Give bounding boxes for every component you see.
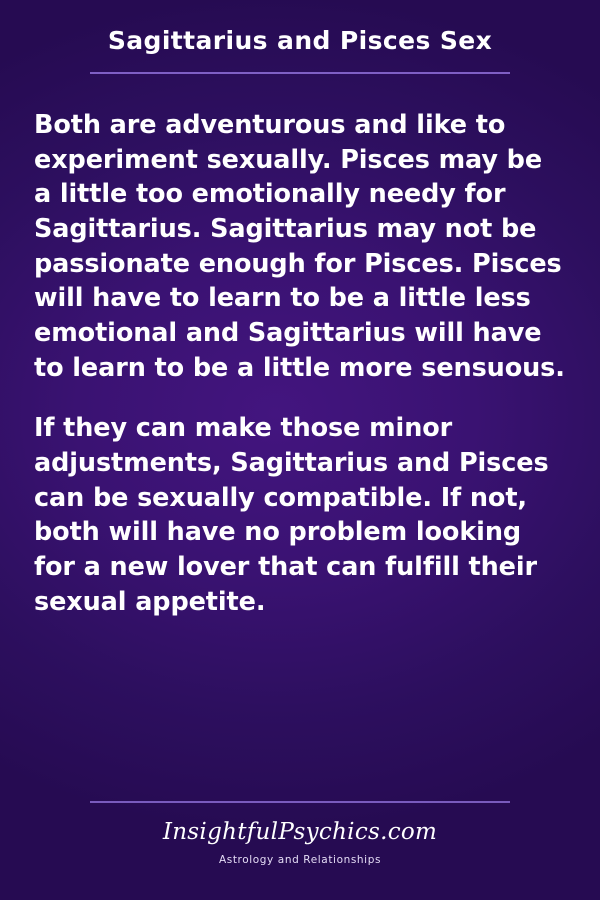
article-body [34,108,566,619]
paragraph-1: Both are adventurous and like to experiment sexually. Pisces may be a little too emotionally needy for Sagittarius. Sagittarius may not be passionate enough for Pisces. Pisces will have to learn to be a little less emotional and Sagittarius will have to learn to be a little more sensuous. [34,110,565,383]
footer-divider [90,801,510,803]
paragraph-2: If they can make those minor adjustments, Sagittarius and Pisces can be sexually compatible. If not, both will have no problem looking for a new lover that can fulfill their sexual appetite. [34,413,549,617]
footer [0,801,600,866]
title-divider [90,72,510,74]
brand-tagline: Astrology and Relationships [218,854,382,866]
brand-wordmark: InsightfulPsychics.com [162,819,438,845]
page-title: Sagittarius and Pisces Sex [107,26,493,55]
